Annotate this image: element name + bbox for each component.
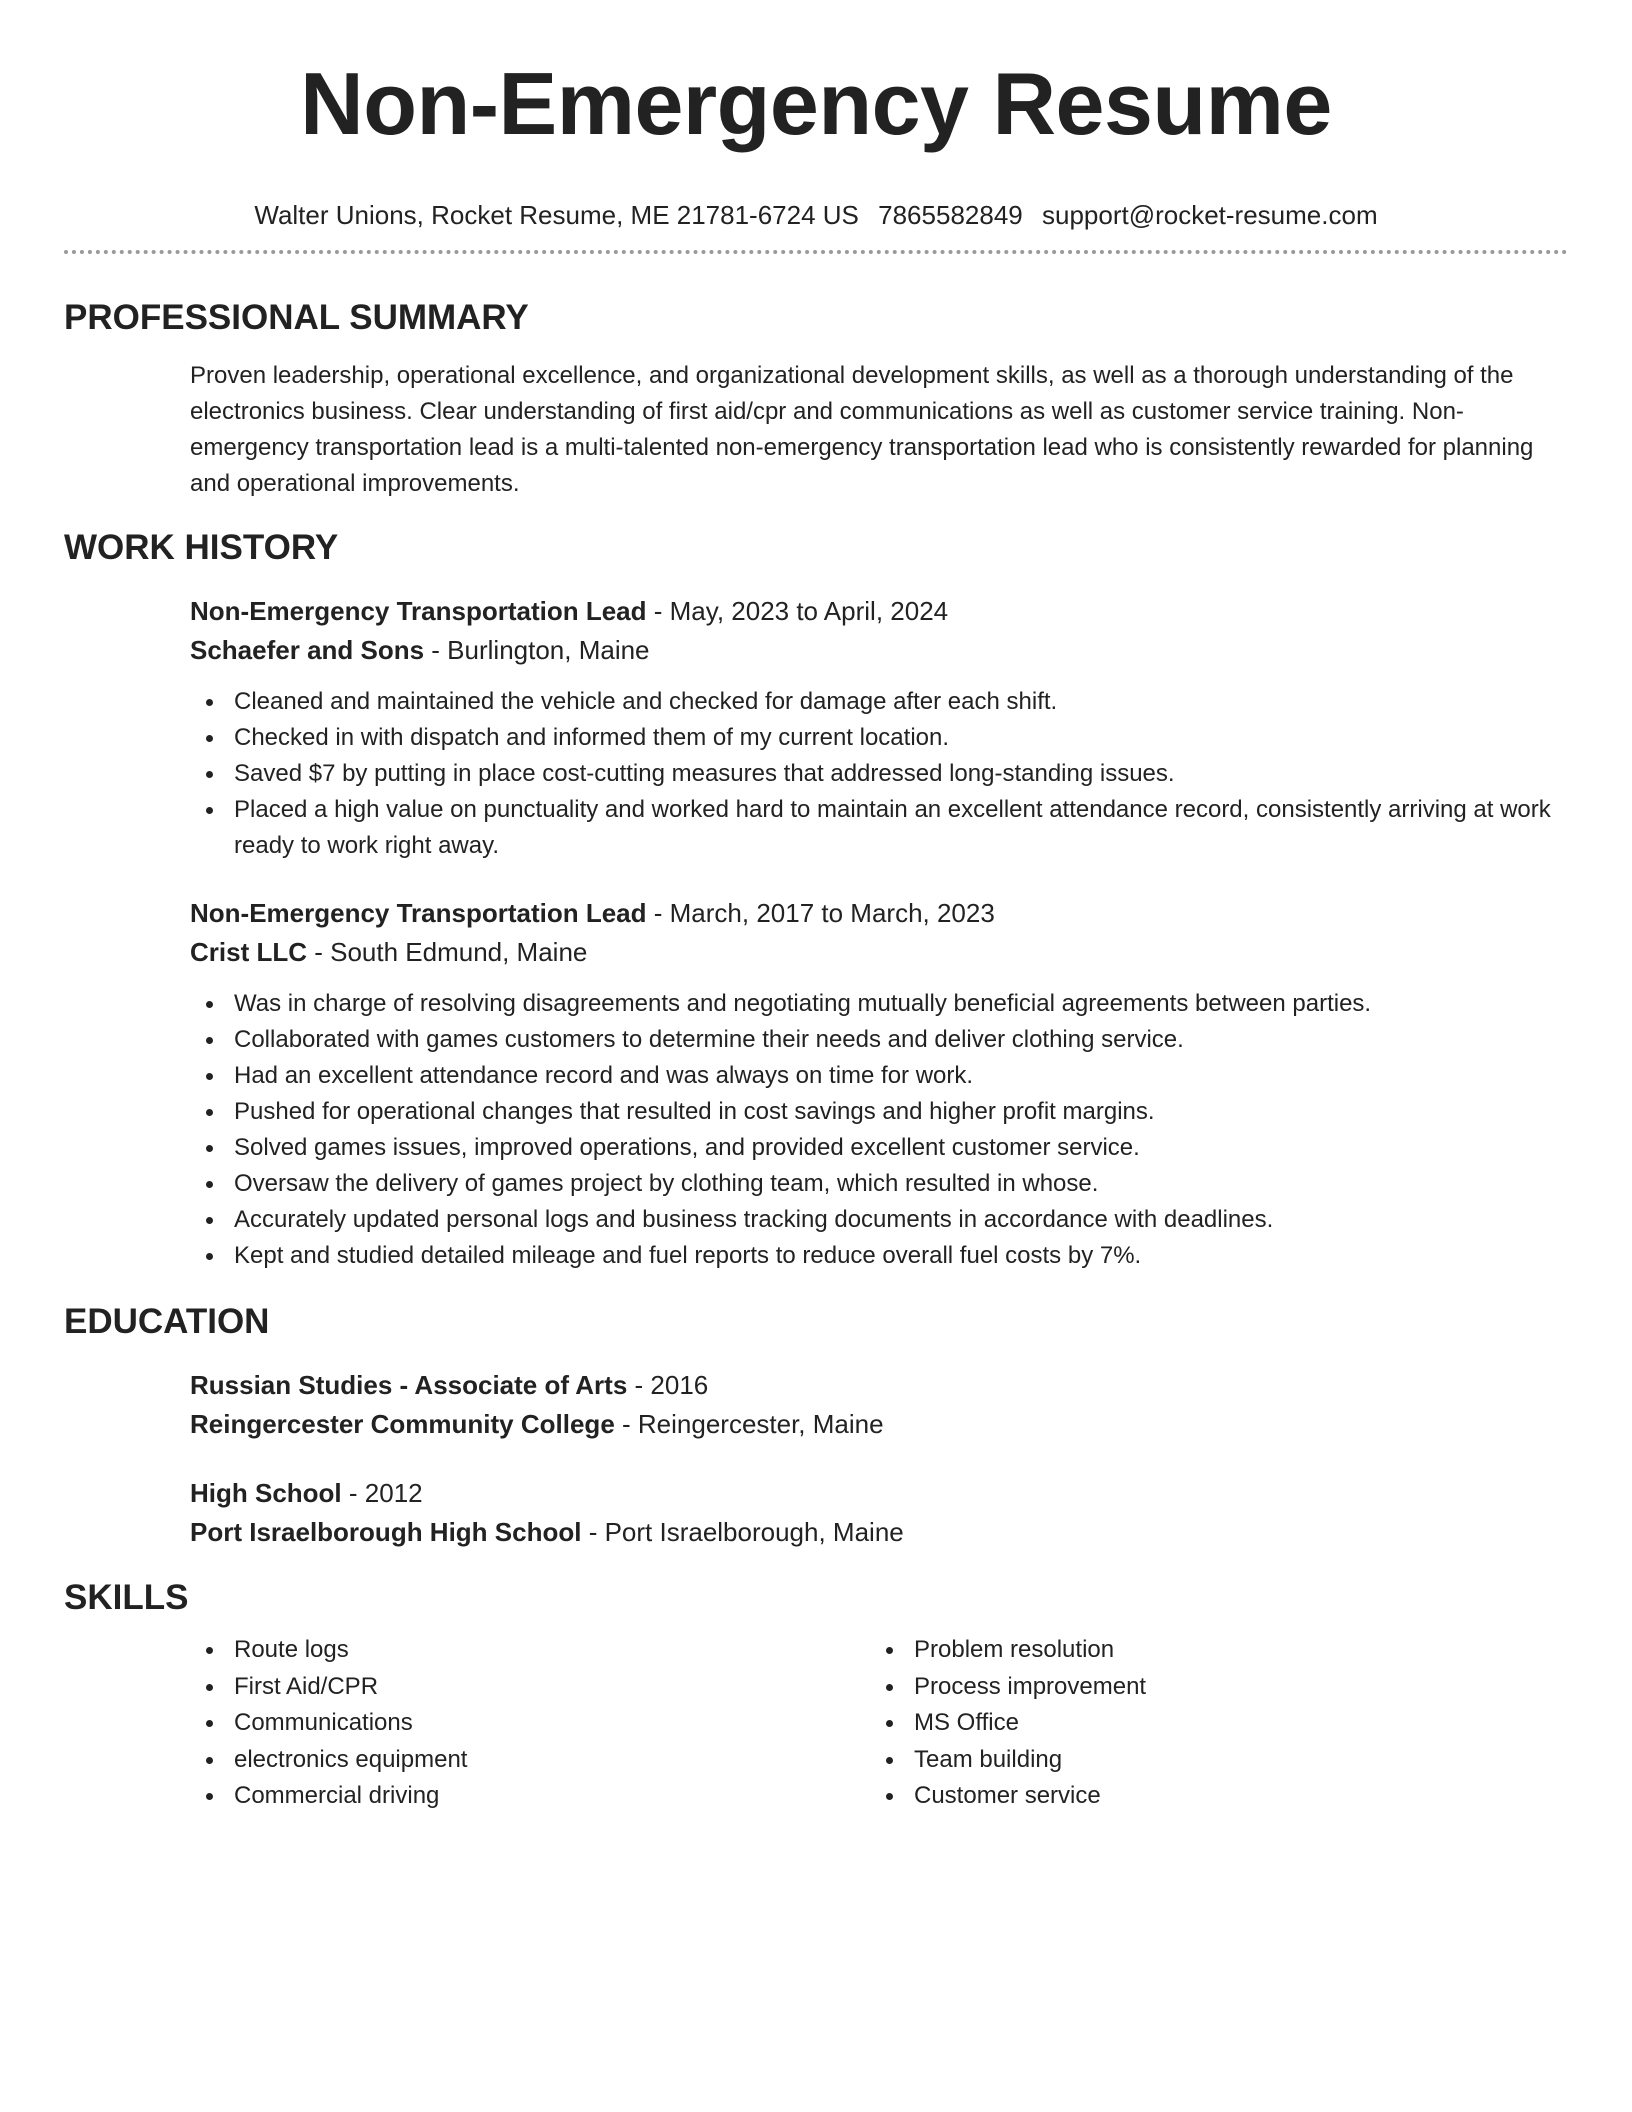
list-item: First Aid/CPR (190, 1669, 870, 1706)
job-company: Crist LLC (190, 937, 307, 967)
job-role-line (190, 592, 1568, 631)
list-item: Pushed for operational changes that resulted in cost savings and higher profit margins. (190, 1094, 1568, 1130)
list-item: Team building (870, 1742, 1550, 1779)
education-degree-line (190, 1474, 1568, 1513)
job-bullets (190, 986, 1568, 1274)
education-entry (190, 1366, 1568, 1444)
list-item: Placed a high value on punctuality and worked hard to maintain an excellent attendance record, consistently arriving at work ready to work right away. (190, 792, 1568, 864)
resume-content (64, 296, 1568, 1815)
list-item: Problem resolution (870, 1632, 1550, 1669)
job-role: Non-Emergency Transportation Lead (190, 596, 647, 626)
list-item: electronics equipment (190, 1742, 870, 1779)
job-dates: - March, 2017 to March, 2023 (646, 898, 995, 928)
list-item: Cleaned and maintained the vehicle and checked for damage after each shift. (190, 684, 1568, 720)
list-item: Accurately updated personal logs and business tracking documents in accordance with deadlines. (190, 1202, 1568, 1238)
job-location: - South Edmund, Maine (307, 937, 588, 967)
job-bullets (190, 684, 1568, 864)
education-title: EDUCATION (64, 1302, 270, 1341)
list-item: Customer service (870, 1778, 1550, 1815)
list-item: Kept and studied detailed mileage and fuel reports to reduce overall fuel costs by 7%. (190, 1238, 1568, 1274)
education-location: - Reingercester, Maine (614, 1409, 884, 1439)
summary-title: PROFESSIONAL SUMMARY (64, 298, 529, 337)
education-school: Port Israelborough High School (190, 1517, 582, 1547)
list-item: Process improvement (870, 1669, 1550, 1706)
education-year: - 2016 (627, 1370, 709, 1400)
education-year: - 2012 (341, 1478, 423, 1508)
contact-line (0, 198, 1632, 232)
job-location: - Burlington, Maine (424, 635, 650, 665)
list-item: Communications (190, 1705, 870, 1742)
list-item: Solved games issues, improved operations, and provided excellent customer service. (190, 1130, 1568, 1166)
summary-text: Proven leadership, operational excellence, and organizational development skills, as well as a thorough understanding of the electronics business. Clear understanding of first aid/cpr and communications as well as customer service training. Non-emergency transportation lead is a multi-talented non-emergency transportation lead who is consistently rewarded for planning and operational improvements. (190, 362, 1534, 497)
header-divider (64, 250, 1568, 254)
job-entry (190, 592, 1568, 864)
list-item: MS Office (870, 1705, 1550, 1742)
contact-email: support@rocket-resume.com (1041, 200, 1378, 230)
skills-column-right (870, 1632, 1550, 1815)
job-dates: - May, 2023 to April, 2024 (646, 596, 949, 626)
education-degree: Russian Studies - Associate of Arts (190, 1370, 628, 1400)
job-company: Schaefer and Sons (190, 635, 425, 665)
work-title: WORK HISTORY (64, 528, 339, 567)
education-school-line (190, 1513, 1568, 1552)
skills-grid (190, 1632, 1568, 1815)
resume-name: Non-Emergency Resume (300, 54, 1332, 153)
job-company-line (190, 631, 1568, 670)
education-degree-line (190, 1366, 1568, 1405)
education-entry (190, 1474, 1568, 1552)
list-item: Had an excellent attendance record and was always on time for work. (190, 1058, 1568, 1094)
list-item: Oversaw the delivery of games project by clothing team, which resulted in whose. (190, 1166, 1568, 1202)
summary-section (64, 296, 1568, 502)
list-item: Was in charge of resolving disagreements and negotiating mutually beneficial agreements between parties. (190, 986, 1568, 1022)
list-item: Commercial driving (190, 1778, 870, 1815)
skills-column-left (190, 1632, 870, 1815)
list-item: Checked in with dispatch and informed them of my current location. (190, 720, 1568, 756)
job-company-line (190, 933, 1568, 972)
work-section (64, 526, 1568, 1274)
job-role: Non-Emergency Transportation Lead (190, 898, 647, 928)
education-degree: High School (190, 1478, 342, 1508)
contact-phone: 7865582849 (878, 200, 1023, 230)
list-item: Collaborated with games customers to determine their needs and deliver clothing service. (190, 1022, 1568, 1058)
education-section (64, 1300, 1568, 1552)
resume-header (0, 54, 1632, 232)
skills-title: SKILLS (64, 1578, 189, 1617)
list-item: Saved $7 by putting in place cost-cutting measures that addressed long-standing issues. (190, 756, 1568, 792)
education-school: Reingercester Community College (190, 1409, 615, 1439)
skills-section (64, 1576, 1568, 1815)
job-role-line (190, 894, 1568, 933)
contact-address: Walter Unions, Rocket Resume, ME 21781-6724 US (254, 200, 859, 230)
list-item: Route logs (190, 1632, 870, 1669)
education-school-line (190, 1405, 1568, 1444)
education-location: - Port Israelborough, Maine (581, 1517, 904, 1547)
job-entry (190, 894, 1568, 1274)
